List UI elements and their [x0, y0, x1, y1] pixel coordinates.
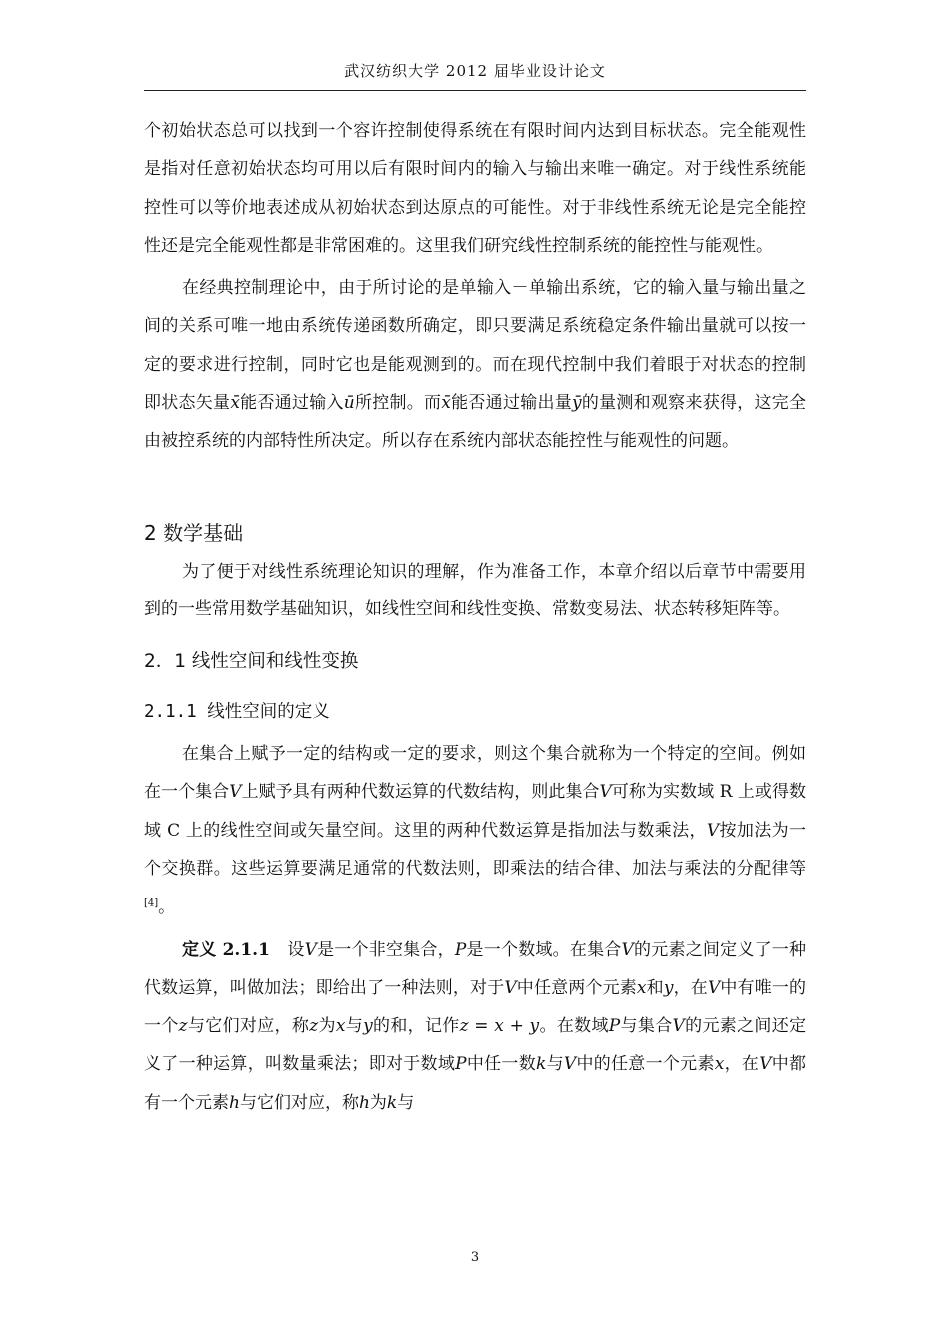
output-vector-symbol: ȳ: [572, 393, 582, 414]
definition-text: 与: [546, 1054, 564, 1075]
state-vector-symbol: x̄: [441, 393, 451, 414]
page-body: [144, 112, 806, 1122]
element-symbol: h: [358, 1092, 370, 1113]
element-symbol: y: [363, 1016, 373, 1037]
paragraph-text: 可称为实数域 R 上或得数域 C 上的线性空间或矢量空间。这里的两种代数运算是指加法与数乘法，: [144, 782, 806, 841]
set-symbol: V: [706, 820, 720, 841]
definition-text: 与它们对应，称: [239, 1092, 359, 1113]
definition-label: 定义 2.1.1: [182, 939, 270, 960]
set-symbol: V: [759, 1054, 772, 1075]
definition-text: 。在数域: [539, 1016, 609, 1037]
paragraph-text: 按加法为一个交换群。这些运算要满足通常的代数法则，即乘法的结合律、加法与乘法的分配律等: [144, 820, 806, 879]
page-number: 3: [470, 1250, 480, 1265]
section-heading-2-1: 2．1 线性空间和线性变换: [144, 651, 359, 673]
paragraph-text: 能否通过输入: [239, 393, 344, 414]
field-symbol: P: [608, 1016, 621, 1037]
paragraph-text: 。: [158, 897, 176, 918]
set-symbol: V: [707, 977, 721, 998]
definition-text: 的元素之间还定义了一种运算，叫数量乘法；即对于数域: [144, 1016, 807, 1075]
field-symbol: P: [454, 939, 467, 960]
input-vector-symbol: ū: [343, 393, 355, 414]
definition-text: 中任一数: [466, 1054, 536, 1075]
definition-text: 的元素之间定义了一种代数运算，叫做加法；即给出了一种法则，对于: [144, 939, 807, 998]
paragraph-classical-control: [144, 269, 806, 460]
definition-text: 与它们对应，称: [187, 1016, 310, 1037]
sum-equation: z = x + y: [459, 1016, 540, 1037]
paragraph-intro: 为了便于对线性系统理论知识的理解，作为准备工作，本章介绍以后章节中需要用到的一些常用数学基础知识，如线性空间和线性变换、常数变易法、状态转移矩阵等。: [144, 561, 806, 619]
definition-text: ，在: [673, 977, 708, 998]
definition-text: 的和，记作: [372, 1016, 460, 1037]
definition-text: 与: [345, 1016, 364, 1037]
paragraph-text: 的量测和观察来获得，这完全由被控系统的内部特性所决定。所以存在系统内部状态能控性与能观性的问题。: [144, 393, 807, 452]
definition-text: 设: [269, 939, 305, 960]
set-symbol: V: [304, 939, 317, 960]
paragraph-text: 在集合上赋予一定的结构或一定的要求，则这个集合就称为一个特定的空间。例如在一个集合: [144, 744, 806, 803]
set-symbol: V: [504, 977, 517, 998]
set-symbol: V: [621, 939, 634, 960]
element-symbol: h: [229, 1092, 240, 1113]
definition-text: 中任意两个元素: [516, 977, 637, 998]
paragraph-continued: 个初始状态总可以找到一个容许控制使得系统在有限时间内达到目标状态。完全能观性是指对任意初始状态均可用以后有限时间内的输入与输出来唯一确定。对于线性系统能控性可以等价地表述成从初始状态到达原点的可能性。对于非线性系统无论是完全能控性还是完全能观性都是非常困难的。这里我们研究线性控制系统的能控性与能观性。: [144, 121, 806, 256]
set-symbol: V: [563, 1054, 577, 1075]
state-vector-symbol: x̄: [230, 393, 240, 414]
set-symbol: V: [229, 782, 242, 803]
definition-text: 中有唯一的一个: [144, 977, 807, 1037]
paragraph-text: 在经典控制理论中，由于所讨论的是单输入－单输出系统，它的输入量与输出量之间的关系可唯一地由系统传递函数所确定，即只要满足系统稳定条件输出量就可以按一定的要求进行控制，同时它也是能观测到的。而在现代控制中我们着眼于对状态的控制即状态矢量: [144, 278, 806, 414]
definition-text: 与: [397, 1092, 415, 1113]
definition-text: 与集合: [620, 1016, 673, 1037]
definition-text: 中都有一个元素: [144, 1054, 807, 1113]
definition-text: 中的任意一个元素: [576, 1054, 715, 1075]
paragraph-text: 所控制。而: [354, 393, 442, 414]
definition-2-1-1: [144, 931, 806, 1122]
citation-reference: [4]: [144, 897, 159, 909]
set-symbol: V: [599, 782, 612, 803]
definition-text: 是一个数域。在集合: [466, 939, 622, 960]
definition-text: 为: [369, 1092, 387, 1113]
section-heading-2-1-1: 2.1.1 线性空间的定义: [144, 702, 330, 723]
paragraph-linear-space: [144, 735, 806, 926]
paragraph-text: 能否通过输出量: [450, 393, 572, 414]
element-symbol: x: [335, 1016, 346, 1037]
header-rule: [144, 90, 806, 91]
section-heading-2: 2 数学基础: [144, 520, 244, 545]
definition-text: 是一个非空集合，: [316, 939, 455, 960]
scalar-symbol: k: [386, 1092, 398, 1113]
running-header: 武汉纺织大学 2012 届毕业设计论文: [344, 62, 606, 80]
field-symbol: P: [455, 1054, 467, 1075]
element-symbol: z: [178, 1016, 188, 1037]
element-symbol: y: [663, 977, 674, 998]
element-symbol: z: [309, 1016, 319, 1037]
element-symbol: x: [714, 1054, 725, 1075]
set-symbol: V: [672, 1016, 685, 1037]
scalar-symbol: k: [536, 1054, 547, 1075]
element-symbol: x: [636, 977, 647, 998]
definition-text: 为: [318, 1016, 336, 1037]
paragraph-text: 上赋予具有两种代数运算的代数结构，则此集合: [241, 782, 600, 803]
definition-text: 和: [646, 977, 664, 998]
definition-text: ，在: [724, 1054, 760, 1075]
